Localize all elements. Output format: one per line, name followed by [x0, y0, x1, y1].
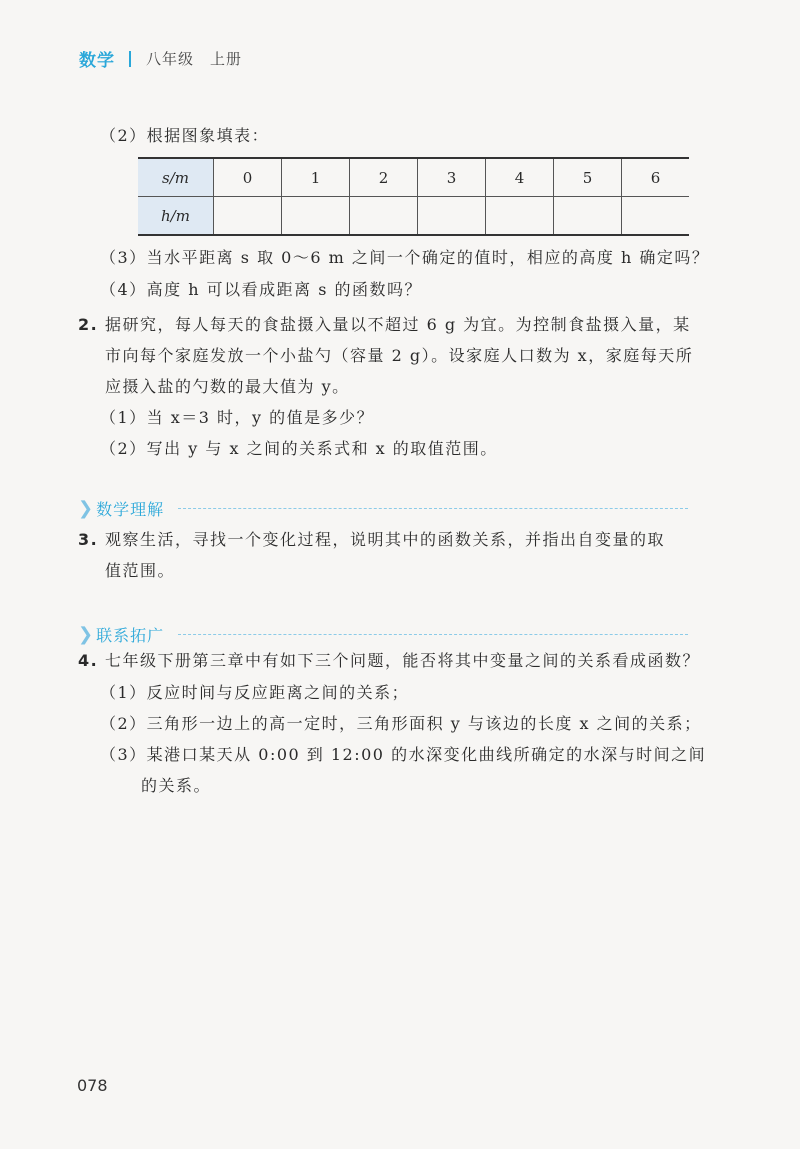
q3-number: 3. — [78, 530, 99, 549]
table-header-cell: h/m — [138, 197, 214, 236]
table-cell: 0 — [214, 158, 282, 197]
q1-part4: （4）高度 h 可以看成距离 s 的函数吗？ — [100, 280, 423, 299]
q3-line1: 观察生活，寻找一个变化过程，说明其中的函数关系，并指出自变量的取 — [105, 530, 666, 549]
q2-part1: （1）当 x＝3 时，y 的值是多少？ — [100, 408, 375, 427]
section-divider — [178, 508, 688, 510]
table-cell: 1 — [282, 158, 350, 197]
header-grade: 八年级 上册 — [146, 50, 243, 68]
header-subject: 数学 — [79, 51, 115, 71]
table-blank-cell — [486, 197, 554, 236]
header-divider — [129, 51, 131, 67]
q2-number: 2. — [78, 315, 99, 334]
q3-line2: 值范围。 — [105, 561, 176, 580]
q4-part1: （1）反应时间与反应距离之间的关系； — [100, 683, 410, 702]
section-title: 联系拓广 — [96, 626, 165, 645]
table-blank-cell — [350, 197, 418, 236]
q1-part3: （3）当水平距离 s 取 0～6 m 之间一个确定的值时，相应的高度 h 确定吗？ — [100, 248, 710, 267]
page-number: 078 — [77, 1076, 108, 1095]
section-title: 数学理解 — [96, 500, 165, 519]
table-cell: 4 — [486, 158, 554, 197]
q1-part2: （2）根据图象填表： — [100, 126, 270, 145]
table-cell: 5 — [554, 158, 622, 197]
table-header-cell: s/m — [138, 158, 214, 197]
section-math-understanding — [78, 497, 688, 520]
q4-line1: 七年级下册第三章中有如下三个问题，能否将其中变量之间的关系看成函数？ — [105, 651, 701, 670]
page-header — [79, 46, 242, 71]
section-divider — [178, 634, 688, 636]
q4-part2: （2）三角形一边上的高一定时，三角形面积 y 与该边的长度 x 之间的关系； — [100, 714, 702, 733]
table-row — [138, 197, 689, 236]
section-connect-extend — [78, 623, 688, 646]
table-blank-cell — [554, 197, 622, 236]
table-blank-cell — [282, 197, 350, 236]
table-cell: 6 — [622, 158, 690, 197]
q2-line1: 据研究，每人每天的食盐摄入量以不超过 6 g 为宜。为控制食盐摄入量，某 — [105, 315, 691, 334]
data-table — [138, 157, 689, 236]
q4-part3-line2: 的关系。 — [141, 776, 212, 795]
table-blank-cell — [418, 197, 486, 236]
q4-part3-line1: （3）某港口某天从 0:00 到 12:00 的水深变化曲线所确定的水深与时间之间 — [100, 745, 707, 764]
table-cell: 2 — [350, 158, 418, 197]
table-blank-cell — [214, 197, 282, 236]
table-cell: 3 — [418, 158, 486, 197]
q2-part2: （2）写出 y 与 x 之间的关系式和 x 的取值范围。 — [100, 439, 498, 458]
chevron-right-icon: ❯ — [78, 624, 94, 645]
table-row — [138, 158, 689, 197]
chevron-right-icon: ❯ — [78, 498, 94, 519]
q2-line2: 市向每个家庭发放一个小盐勺（容量 2 g）。设家庭人口数为 x，家庭每天所 — [105, 346, 694, 365]
table-blank-cell — [622, 197, 690, 236]
q2-line3: 应摄入盐的勺数的最大值为 y。 — [105, 377, 350, 396]
q4-number: 4. — [78, 651, 99, 670]
